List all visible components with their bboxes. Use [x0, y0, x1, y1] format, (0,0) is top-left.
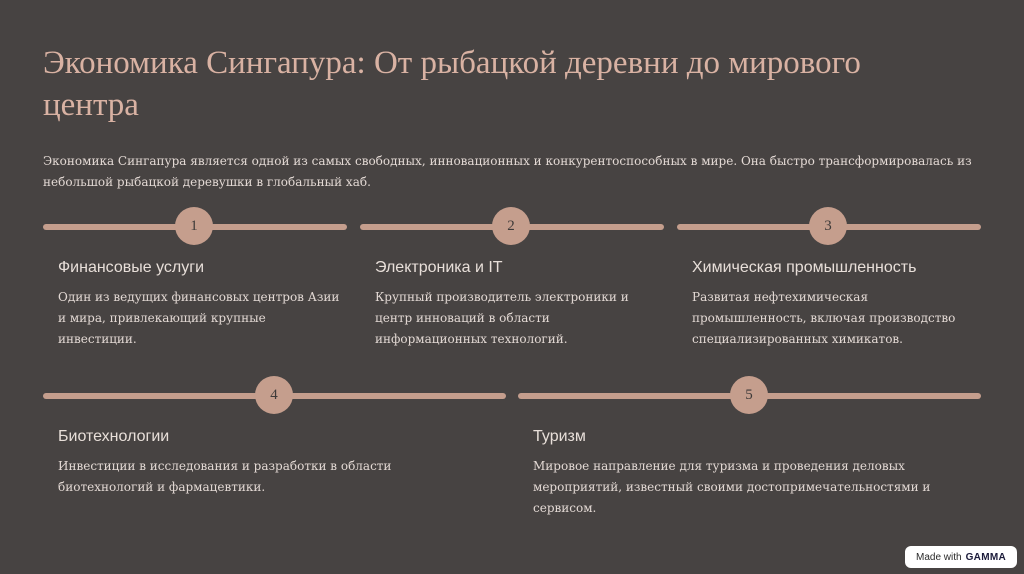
made-with-gamma-badge[interactable] — [905, 546, 1017, 568]
item-title-5: Туризм — [533, 428, 586, 445]
item-desc-3: Развитая нефтехимическая промышленность, включая производство специализированных химикатов. — [692, 290, 956, 346]
slide-title: Экономика Сингапура: От рыбацкой деревни до мирового центра — [43, 45, 861, 123]
item-desc-5: Мировое направление для туризма и проведения деловых мероприятий, известный своими достопримечательностями и сервисом. — [533, 459, 931, 515]
step-number-3: 3 — [809, 207, 847, 245]
gamma-logo: GAMMA — [965, 551, 1006, 563]
slide-intro: Экономика Сингапура является одной из самых свободных, инновационных и конкурентоспособных в мире. Она быстро трансформировалась из небольшой рыбацкой деревушки в глобальный хаб. — [43, 154, 972, 189]
badge-prefix: Made with — [916, 551, 962, 563]
step-number-4: 4 — [255, 376, 293, 414]
step-number-5: 5 — [730, 376, 768, 414]
step-number-1: 1 — [175, 207, 213, 245]
item-title-1: Финансовые услуги — [58, 259, 205, 276]
item-desc-2: Крупный производитель электроники и центр инноваций в области информационных технологий. — [375, 290, 629, 346]
item-desc-1: Один из ведущих финансовых центров Азии и мира, привлекающий крупные инвестиции. — [58, 290, 340, 346]
step-number-2: 2 — [492, 207, 530, 245]
item-title-3: Химическая промышленность — [692, 259, 917, 276]
item-title-2: Электроника и IT — [375, 259, 503, 276]
item-title-4: Биотехнологии — [58, 428, 170, 445]
item-desc-4: Инвестиции в исследования и разработки в области биотехнологий и фармацевтики. — [58, 459, 392, 494]
